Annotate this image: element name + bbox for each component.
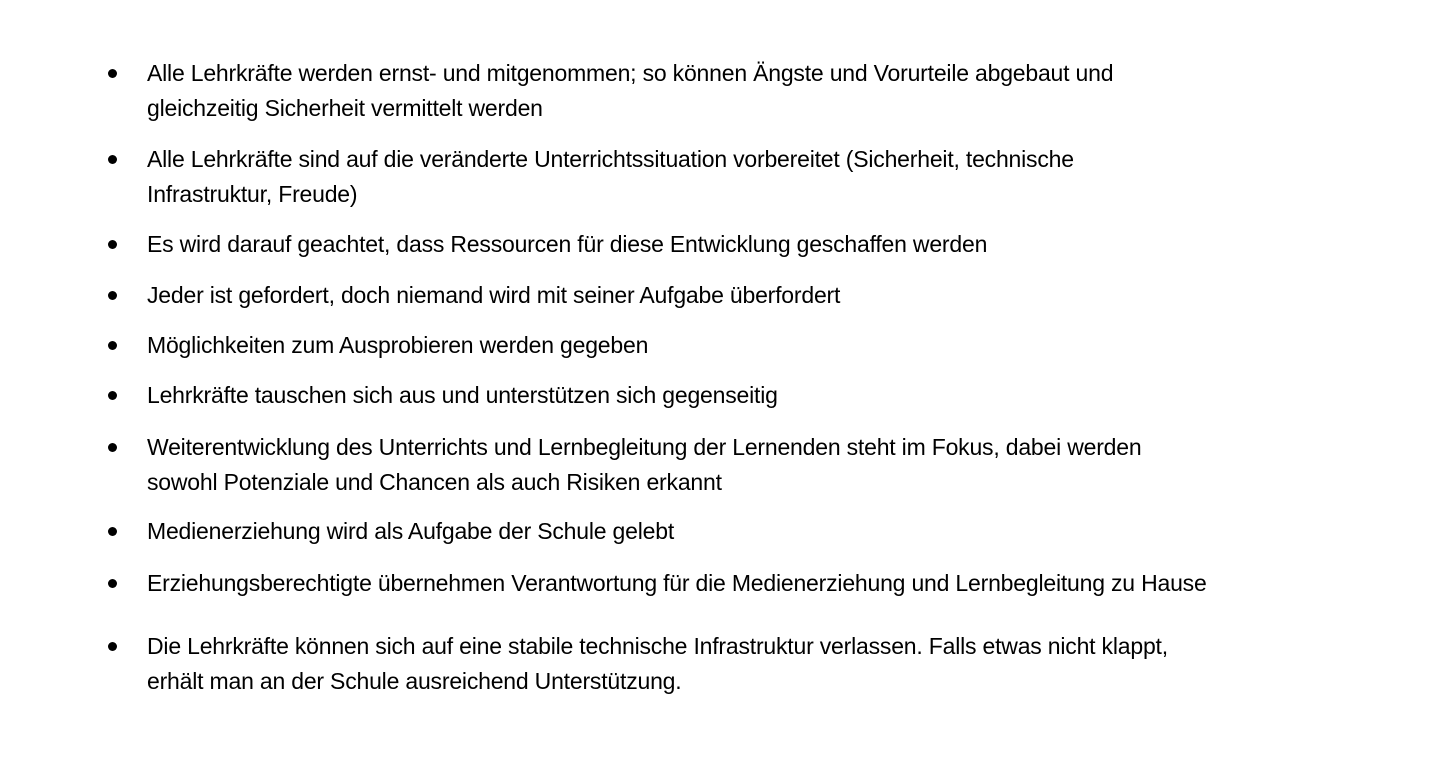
list-item-text: [147, 142, 1387, 212]
list-item: [108, 328, 1408, 363]
list-item-text: [147, 629, 1387, 699]
text-line: Es wird darauf geachtet, dass Ressourcen für diese Entwicklung geschaffen werden: [147, 231, 988, 257]
list-item: [108, 56, 1408, 126]
list-item: [108, 278, 1408, 313]
bullet-icon: [108, 240, 117, 249]
bullet-icon: [108, 69, 117, 78]
text-line: Lehrkräfte tauschen sich aus und unterstützen sich gegenseitig: [147, 382, 778, 408]
text-line: sowohl Potenziale und Chancen als auch Risiken erkannt: [147, 469, 722, 495]
bullet-icon: [108, 291, 117, 300]
bullet-icon: [108, 527, 117, 536]
list-item: [108, 378, 1408, 413]
text-line: Infrastruktur, Freude): [147, 181, 358, 207]
bullet-icon: [108, 155, 117, 164]
text-line: Alle Lehrkräfte werden ernst- und mitgenommen; so können Ängste und Vorurteile abgebaut und: [147, 60, 1114, 86]
list-item-text: [147, 227, 1387, 262]
list-item: [108, 629, 1408, 699]
text-line: Jeder ist gefordert, doch niemand wird mit seiner Aufgabe überfordert: [147, 282, 841, 308]
text-line: Möglichkeiten zum Ausprobieren werden gegeben: [147, 332, 649, 358]
list-item: [108, 430, 1408, 500]
bullet-icon: [108, 391, 117, 400]
list-item-text: [147, 566, 1387, 601]
list-item-text: [147, 378, 1387, 413]
list-item: [108, 227, 1408, 262]
list-item-text: [147, 430, 1387, 500]
text-line: Medienerziehung wird als Aufgabe der Schule gelebt: [147, 518, 675, 544]
list-item-text: [147, 514, 1387, 549]
bullet-icon: [108, 579, 117, 588]
list-item: [108, 566, 1408, 601]
bullet-icon: [108, 642, 117, 651]
bullet-icon: [108, 443, 117, 452]
text-line: Alle Lehrkräfte sind auf die veränderte Unterrichtssituation vorbereitet (Sicherheit, technische: [147, 146, 1074, 172]
list-item: [108, 142, 1408, 212]
text-line: Erziehungsberechtigte übernehmen Verantwortung für die Medienerziehung und Lernbegleitung zu Hause: [147, 570, 1207, 596]
list-item-text: [147, 328, 1387, 363]
list-item: [108, 514, 1408, 549]
bullet-icon: [108, 341, 117, 350]
text-line: gleichzeitig Sicherheit vermittelt werden: [147, 95, 543, 121]
text-line: Die Lehrkräfte können sich auf eine stabile technische Infrastruktur verlassen. Falls etwas nicht klappt,: [147, 633, 1168, 659]
list-item-text: [147, 278, 1387, 313]
text-line: Weiterentwicklung des Unterrichts und Lernbegleitung der Lernenden steht im Fokus, dabei werden: [147, 434, 1142, 460]
text-line: erhält man an der Schule ausreichend Unterstützung.: [147, 668, 682, 694]
list-item-text: [147, 56, 1387, 126]
